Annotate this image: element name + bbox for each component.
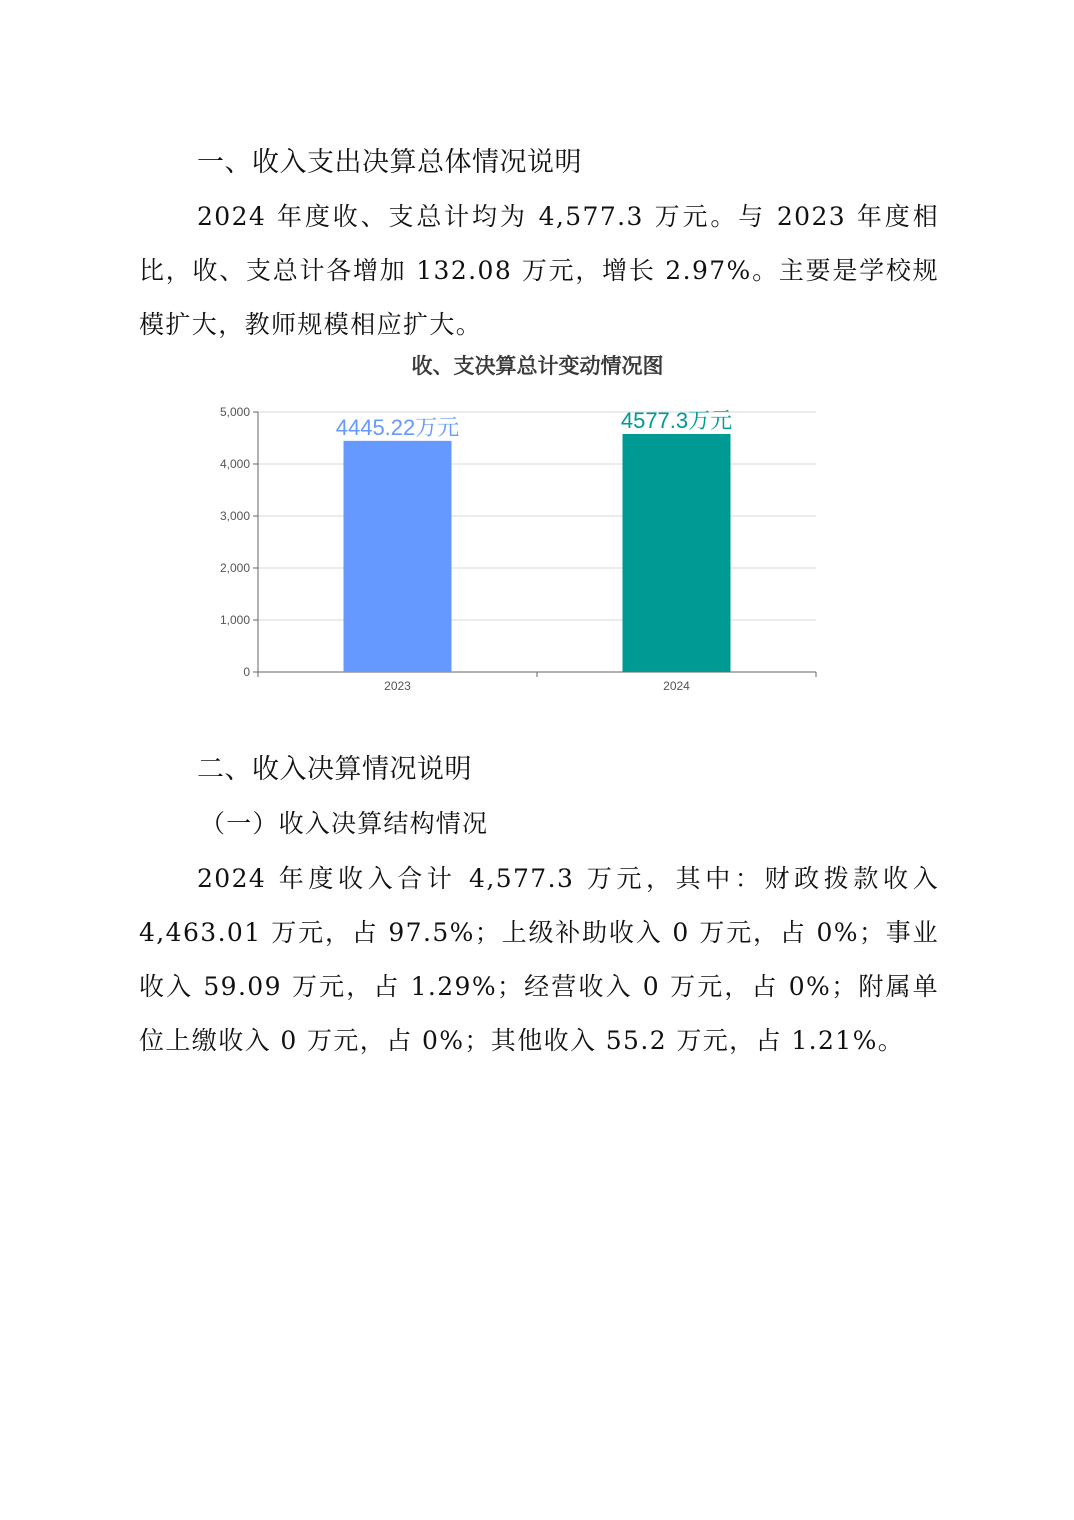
y-tick-label: 0 (243, 665, 250, 679)
data-label-2024: 4577.3万元 (620, 407, 733, 433)
y-tick-label: 1,000 (219, 613, 250, 627)
y-tick-label: 3,000 (219, 509, 250, 523)
x-tick-label-2023: 2023 (384, 679, 411, 693)
y-tick-label: 5,000 (219, 405, 250, 419)
x-tick-label-2024: 2024 (663, 679, 690, 693)
chart-title: 收、支决算总计变动情况图 (411, 354, 664, 378)
section2-subheading: （一）收入决算结构情况 (200, 809, 489, 838)
section2-paragraph: 2024 年度收入合计 4,577.3 万元，其中：财政拨款收入 4,463.01 万元，占 97.5%；上级补助收入 0 万元，占 0%；事业收入 59.09 万元，占 1.29%；经营收入 0 万元，占 0%；附属单位上缴收入 0 万元，占 0%；其他收入 55.2 万元，占 1.21%。 (139, 864, 939, 1055)
bar-2024 (623, 434, 731, 672)
section1-heading: 一、收入支出决算总体情况说明 (197, 147, 582, 178)
chart-container (200, 342, 880, 702)
y-tick-label: 4,000 (219, 457, 250, 471)
section2-heading: 二、收入决算情况说明 (197, 754, 472, 785)
section1-paragraph: 2024 年度收、支总计均为 4,577.3 万元。与 2023 年度相比，收、支总计各增加 132.08 万元，增长 2.97%。主要是学校规模扩大，教师规模相应扩大。 (139, 202, 939, 339)
bar-chart (200, 342, 880, 702)
bar-2023 (344, 441, 452, 672)
data-label-2023: 4445.22万元 (335, 414, 460, 440)
y-tick-label: 2,000 (219, 561, 250, 575)
